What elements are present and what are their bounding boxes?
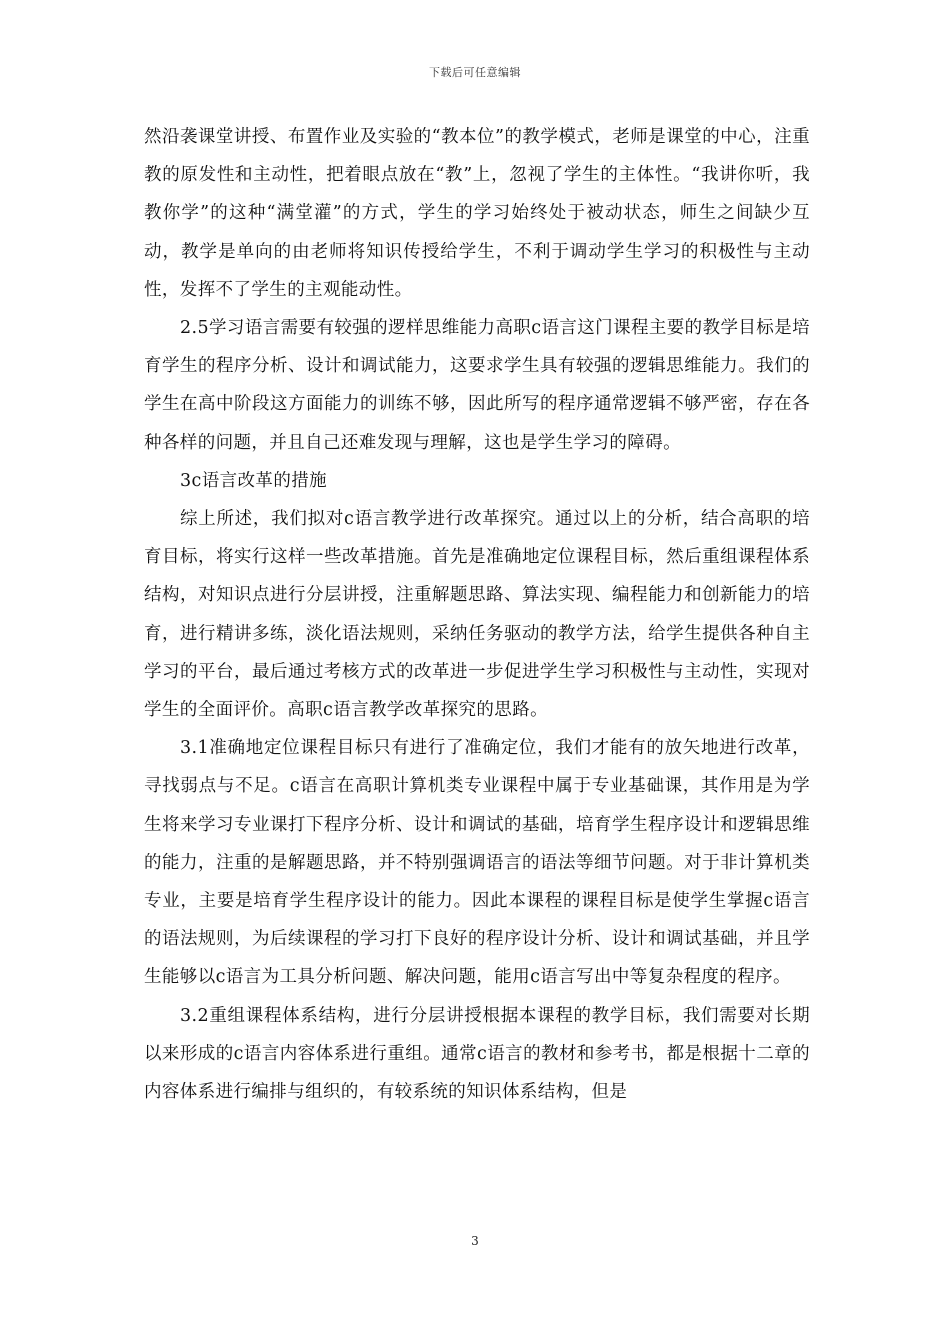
page-header: 下载后可任意编辑 <box>429 66 521 79</box>
page-number: 3 <box>471 1234 479 1248</box>
paragraph-section-3-1: 3.1准确地定位课程目标只有进行了准确定位，我们才能有的放矢地进行改革，寻找弱点与不足。c语言在高职计算机类专业课程中属于专业基础课，其作用是为学生将来学习专业课打下程序分析、设计和调试的基础，培育学生程序设计和逻辑思维的能力，注重的是解题思路，并不特别强调语言的语法等细节问题。对于非计算机类专业，主要是培育学生程序设计的能力。因此本课程的课程目标是使学生掌握c语言的语法规则，为后续课程的学习打下良好的程序设计分析、设计和调试基础，并且学生能够以c语言为工具分析问题、解决问题，能用c语言写出中等复杂程度的程序。 <box>144 738 810 988</box>
paragraph-section-3-2: 3.2重组课程体系结构，进行分层讲授根据本课程的教学目标，我们需要对长期以来形成的c语言内容体系进行重组。通常c语言的教材和参考书，都是根据十二章的内容体系进行编排与组织的，有较系统的知识体系结构，但是 <box>144 1005 810 1103</box>
document-body <box>144 118 810 1111</box>
paragraph-continuation: 然沿袭课堂讲授、布置作业及实验的“教本位”的教学模式，老师是课堂的中心，注重教的原发性和主动性，把着眼点放在“教”上，忽视了学生的主体性。“我讲你听，我教你学”的这种“满堂灌”的方式，学生的学习始终处于被动状态，师生之间缺少互动，教学是单向的由老师将知识传授给学生，不利于调动学生学习的积极性与主动性，发挥不了学生的主观能动性。 <box>144 127 810 300</box>
paragraph-section-2-5: 2.5学习语言需要有较强的逻样思维能力高职c语言这门课程主要的教学目标是培育学生的程序分析、设计和调试能力，这要求学生具有较强的逻辑思维能力。我们的学生在高中阶段这方面能力的训练不够，因此所写的程序通常逻辑不够严密，存在各种各样的问题，并且自己还难发现与理解，这也是学生学习的障碍。 <box>144 318 810 453</box>
section-heading-3: 3c语言改革的措施 <box>180 470 328 491</box>
paragraph-summary: 综上所述，我们拟对c语言教学进行改革探究。通过以上的分析，结合高职的培育目标，将实行这样一些改革措施。首先是准确地定位课程目标，然后重组课程体系结构，对知识点进行分层讲授，注重解题思路、算法实现、编程能力和创新能力的培育，进行精讲多练，淡化语法规则，采纳任务驱动的教学方法，给学生提供各种自主学习的平台，最后通过考核方式的改革进一步促进学生学习积极性与主动性，实现对学生的全面评价。高职c语言教学改革探究的思路。 <box>144 509 810 721</box>
